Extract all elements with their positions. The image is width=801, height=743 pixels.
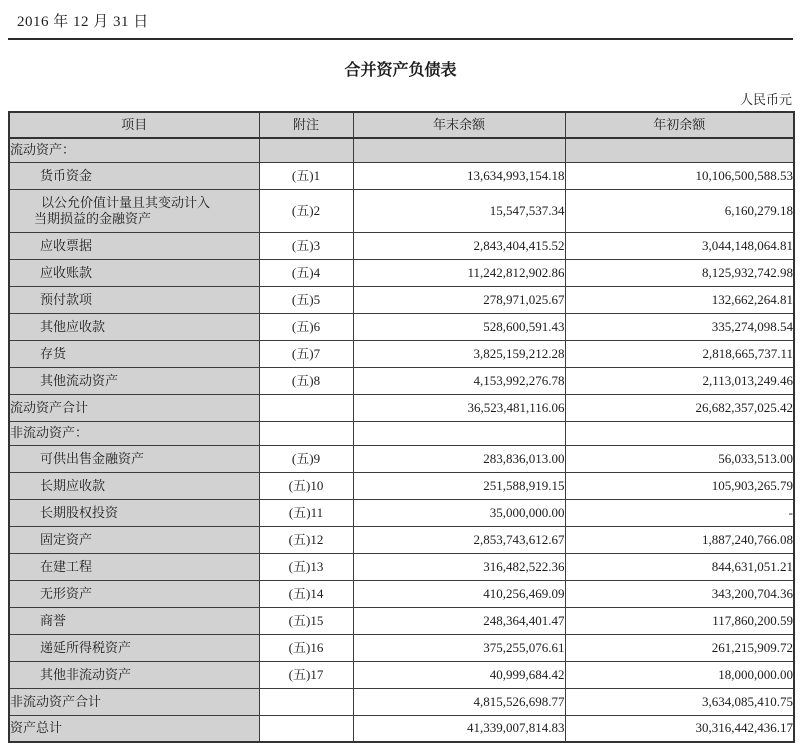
page-title: 合并资产负债表 [344, 62, 457, 79]
row-other-receivables [9, 313, 794, 340]
year-begin-cell: 105,903,265.79 [565, 472, 794, 499]
row-afs-financial-assets [9, 445, 794, 472]
note-cell [259, 688, 353, 715]
row-cash [9, 162, 794, 189]
row-intangible-assets [9, 580, 794, 607]
row-long-term-equity-investments [9, 499, 794, 526]
note-cell: (五)9 [259, 445, 353, 472]
year-end-cell: 316,482,522.36 [353, 553, 565, 580]
note-cell [259, 138, 353, 162]
row-accounts-receivable [9, 259, 794, 286]
item-cell: 长期股权投资 [9, 499, 259, 526]
year-end-cell: 410,256,469.09 [353, 580, 565, 607]
row-long-term-receivables [9, 472, 794, 499]
item-line1: 以公允价值计量且其变动计入 [41, 194, 211, 210]
currency-note: 人民币元 [739, 92, 792, 107]
item-cell: 其他流动资产 [9, 367, 259, 394]
year-end-cell: 40,999,684.42 [353, 661, 565, 688]
item-cell: 非流动资产合计 [9, 688, 259, 715]
year-begin-cell: 30,316,442,436.17 [565, 715, 794, 742]
item-cell: 无形资产 [9, 580, 259, 607]
note-cell: (五)17 [259, 661, 353, 688]
year-end-cell: 278,971,025.67 [353, 286, 565, 313]
item-cell: 应收票据 [9, 232, 259, 259]
table-header-row [9, 112, 794, 138]
col-header-year-end: 年末余额 [353, 112, 565, 138]
row-fixed-assets [9, 526, 794, 553]
year-begin-cell: 3,634,085,410.75 [565, 688, 794, 715]
year-end-cell: 251,588,919.15 [353, 472, 565, 499]
year-begin-cell: 261,215,909.72 [565, 634, 794, 661]
item-cell: 长期应收款 [9, 472, 259, 499]
note-cell: (五)4 [259, 259, 353, 286]
note-cell: (五)12 [259, 526, 353, 553]
item-cell: 流动资产合计 [9, 394, 259, 421]
year-end-cell: 11,242,812,902.86 [353, 259, 565, 286]
year-end-cell: 248,364,401.47 [353, 607, 565, 634]
year-end-cell: 4,153,992,276.78 [353, 367, 565, 394]
year-end-cell: 4,815,526,698.77 [353, 688, 565, 715]
year-end-cell: 375,255,076.61 [353, 634, 565, 661]
note-cell: (五)3 [259, 232, 353, 259]
item-cell: 固定资产 [9, 526, 259, 553]
year-end-cell: 2,843,404,415.52 [353, 232, 565, 259]
year-begin-cell: 2,818,665,737.11 [565, 340, 794, 367]
note-cell: (五)2 [259, 189, 353, 232]
note-cell: (五)10 [259, 472, 353, 499]
year-begin-cell: 6,160,279.18 [565, 189, 794, 232]
year-begin-cell: 1,887,240,766.08 [565, 526, 794, 553]
year-end-cell: 36,523,481,116.06 [353, 394, 565, 421]
item-cell: 资产总计 [9, 715, 259, 742]
year-begin-cell: 132,662,264.81 [565, 286, 794, 313]
year-end-cell: 283,836,013.00 [353, 445, 565, 472]
year-begin-cell: 117,860,200.59 [565, 607, 794, 634]
note-cell: (五)16 [259, 634, 353, 661]
row-inventories [9, 340, 794, 367]
note-cell: (五)13 [259, 553, 353, 580]
item-cell: 其他非流动资产 [9, 661, 259, 688]
year-end-cell: 41,339,007,814.83 [353, 715, 565, 742]
note-cell: (五)7 [259, 340, 353, 367]
year-begin-cell: 335,274,098.54 [565, 313, 794, 340]
row-prepayments [9, 286, 794, 313]
year-begin-cell: 56,033,513.00 [565, 445, 794, 472]
row-other-current-assets [9, 367, 794, 394]
year-begin-cell: 343,200,704.36 [565, 580, 794, 607]
year-begin-cell: 3,044,148,064.81 [565, 232, 794, 259]
item-line2: 当期损益的金融资产 [34, 210, 152, 226]
balance-sheet-table [8, 111, 795, 743]
year-begin-cell: 8,125,932,742.98 [565, 259, 794, 286]
col-header-item: 项目 [9, 112, 259, 138]
year-begin-cell: 2,113,013,249.46 [565, 367, 794, 394]
year-begin-cell: 18,000,000.00 [565, 661, 794, 688]
col-header-note: 附注 [259, 112, 353, 138]
year-end-cell: 15,547,537.34 [353, 189, 565, 232]
year-end-cell [353, 138, 565, 162]
report-date: 2016 年 12 月 31 日 [8, 6, 793, 40]
row-total-current-assets [9, 394, 794, 421]
year-begin-cell: 10,106,500,588.53 [565, 162, 794, 189]
note-cell: (五)14 [259, 580, 353, 607]
item-cell: 货币资金 [9, 162, 259, 189]
year-end-cell: 2,853,743,612.67 [353, 526, 565, 553]
row-current-assets-header [9, 138, 794, 162]
note-cell [259, 394, 353, 421]
note-cell: (五)6 [259, 313, 353, 340]
note-cell: (五)5 [259, 286, 353, 313]
item-cell: 预付款项 [9, 286, 259, 313]
year-begin-cell: - [565, 499, 794, 526]
year-begin-cell: 26,682,357,025.42 [565, 394, 794, 421]
note-cell [259, 421, 353, 445]
row-notes-receivable [9, 232, 794, 259]
row-deferred-tax-assets [9, 634, 794, 661]
item-cell: 应收账款 [9, 259, 259, 286]
item-cell: 在建工程 [9, 553, 259, 580]
row-fvtpl-financial-assets [9, 189, 794, 232]
row-construction-in-progress [9, 553, 794, 580]
note-cell: (五)15 [259, 607, 353, 634]
year-end-cell [353, 421, 565, 445]
col-header-year-begin: 年初余额 [565, 112, 794, 138]
note-cell: (五)8 [259, 367, 353, 394]
item-cell: 存货 [9, 340, 259, 367]
year-end-cell: 3,825,159,212.28 [353, 340, 565, 367]
note-cell: (五)1 [259, 162, 353, 189]
item-cell [9, 189, 259, 232]
item-cell: 商誉 [9, 607, 259, 634]
item-cell: 非流动资产： [9, 421, 259, 445]
year-end-cell: 35,000,000.00 [353, 499, 565, 526]
row-goodwill [9, 607, 794, 634]
year-end-cell: 528,600,591.43 [353, 313, 565, 340]
year-begin-cell: 844,631,051.21 [565, 553, 794, 580]
note-cell: (五)11 [259, 499, 353, 526]
item-cell: 递延所得税资产 [9, 634, 259, 661]
year-end-cell: 13,634,993,154.18 [353, 162, 565, 189]
item-cell: 可供出售金融资产 [9, 445, 259, 472]
row-noncurrent-assets-header [9, 421, 794, 445]
row-total-noncurrent-assets [9, 688, 794, 715]
row-other-noncurrent-assets [9, 661, 794, 688]
year-begin-cell [565, 138, 794, 162]
year-begin-cell [565, 421, 794, 445]
item-cell: 其他应收款 [9, 313, 259, 340]
item-cell: 流动资产： [9, 138, 259, 162]
